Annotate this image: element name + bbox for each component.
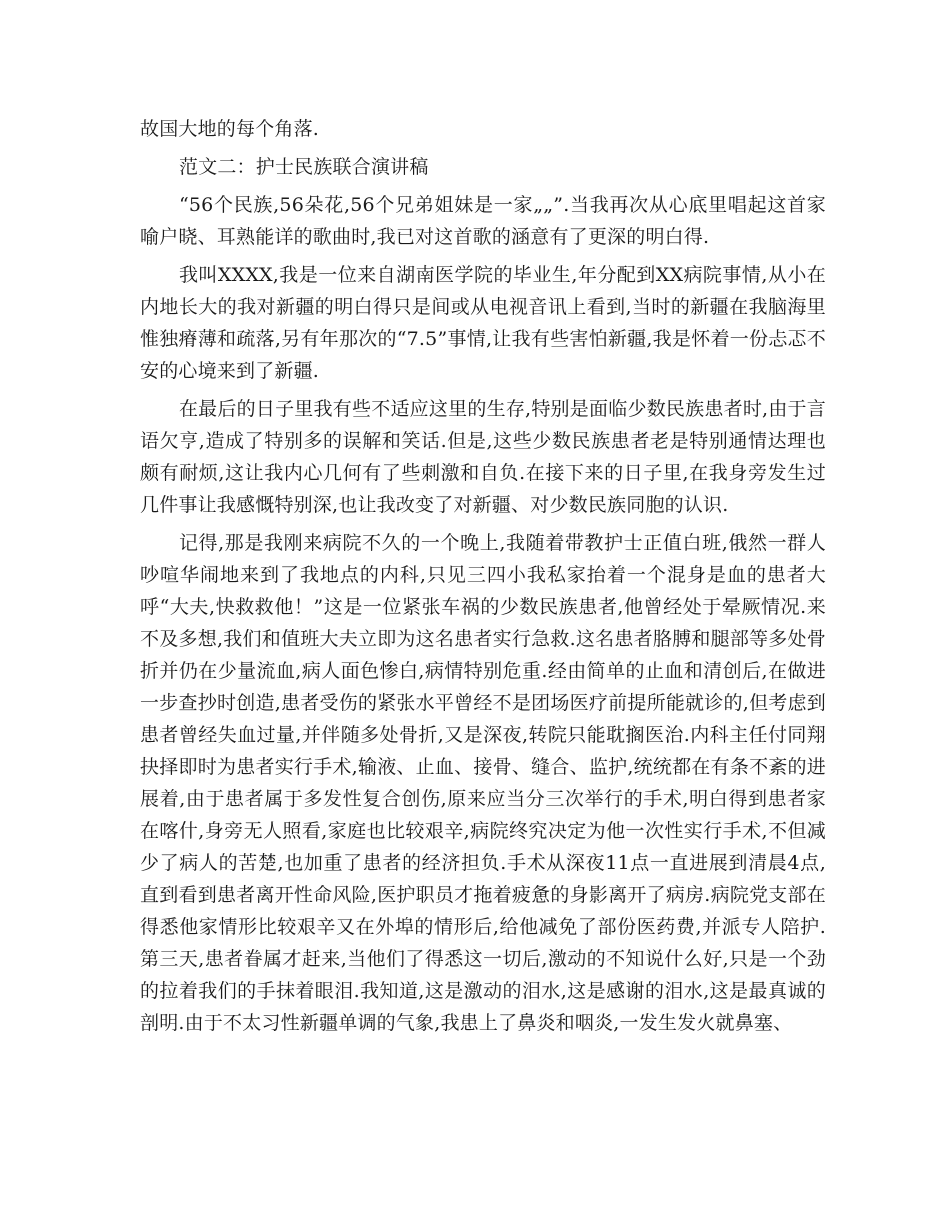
paragraph-song-intro: “56个民族,56朵花,56个兄弟姐妹是一家„„”.当我再次从心底里唱起这首家喻户晓、耳熟能详的歌曲时,我已对这首歌的涵意有了更深的明白得. xyxy=(140,194,826,248)
document-body xyxy=(140,113,826,1039)
section-heading: 范文二：护士民族联合演讲稿 xyxy=(178,156,429,178)
paragraph-continuation: 故国大地的每个角落. xyxy=(140,118,320,140)
paragraph-emergency-story: 记得,那是我刚来病院不久的一个晚上,我随着带教护士正值白班,俄然一群人吵喧华闹地来到了我地点的内科,只见三四小我私家抬着一个混身是血的患者大呼“大夫,快救救他！”这是一位紧张车祸的少数民族患者,他曾经处于晕厥情况.来不及多想,我们和值班大夫立即为这名患者实行急救.这名患者胳膊和腿部等多处骨折并仍在少量流血,病人面色惨白,病情特别危重.经由简单的止血和清创后,在做进一步查抄时创造,患者受伤的紧张水平曾经不是团场医疗前提所能就诊的,但考虑到患者曾经失血过量,并伴随多处骨折,又是深夜,转院只能耽搁医治.内科主任付同翔抉择即时为患者实行手术,输液、止血、接骨、缝合、监护,统统都在有条不紊的进展着,由于患者属于多发性复合创伤,原来应当分三次举行的手术,明白得到患者家在喀什,身旁无人照看,家庭也比较艰辛,病院终究决定为他一次性实行手术,不但减少了病人的苦楚,也加重了患者的经济担负.手术从深夜11点一直进展到清晨4点,直到看到患者离开性命风险,医护职员才拖着疲惫的身影离开了病房.病院党支部在得悉他家情形比较艰辛又在外埠的情形后,给他减免了部份医药费,并派专人陪护.第三天,患者眷属才赶来,当他们了得悉这一切后,激动的不知说什么好,只是一个劲的拉着我们的手抹着眼泪.我知道,这是激动的泪水,这是感谢的泪水,这是最真诚的剖明.由于不太习性新疆单调的气象,我患上了鼻炎和咽炎,一发生发火就鼻塞、 xyxy=(140,532,826,1034)
paragraph-adaptation: 在最后的日子里我有些不适应这里的生存,特别是面临少数民族患者时,由于言语欠亨,造成了特别多的误解和笑话.但是,这些少数民族患者老是特别通情达理也颇有耐烦,这让我内心几何有了些刺激和自负.在接下来的日子里,在我身旁发生过几件事让我感慨特别深,也让我改变了对新疆、对少数民族同胞的认识. xyxy=(140,398,826,516)
paragraph-self-intro: 我叫XXXX,我是一位来自湖南医学院的毕业生,年分配到XX病院事情,从小在内地长大的我对新疆的明白得只是间或从电视音讯上看到,当时的新疆在我脑海里惟独瘠薄和疏落,另有年那次的“7.5”事情,让我有些害怕新疆,我是怀着一份忐忑不安的心境来到了新疆. xyxy=(140,264,826,382)
